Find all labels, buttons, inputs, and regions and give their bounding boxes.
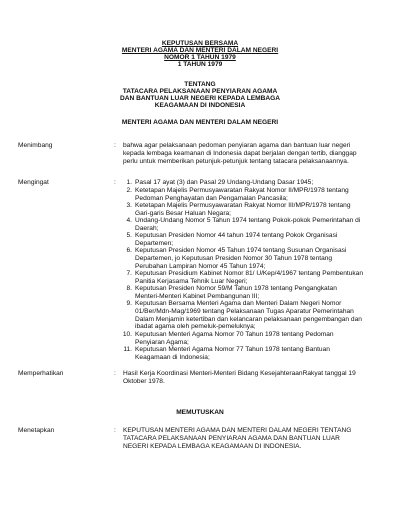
item-line: Departemen; bbox=[135, 239, 174, 247]
menetapkan-line: NEGERI KEPADA LEMBAGA KEAGAMAAN DI INDONESIA. bbox=[123, 442, 302, 450]
item-number: 1. bbox=[126, 179, 132, 186]
item-line: Keputusan Presiden Nomor 59/M Tahun 1978 tentang Pengangkatan bbox=[135, 285, 337, 292]
subject-line-3: KEAGAMAAN DI INDONESIA bbox=[154, 102, 246, 109]
memperhatikan-text bbox=[123, 370, 385, 386]
mengingat-label: Mengingat bbox=[18, 179, 49, 186]
item-number: 8. bbox=[126, 285, 132, 292]
memperhatikan-label: Memperhatikan bbox=[18, 370, 64, 377]
item-number: 2. bbox=[126, 187, 132, 194]
item-line: Pasal 17 ayat (3) dan Pasal 29 Undang-Undang Dasar 1945; bbox=[135, 179, 314, 186]
item-line: Penyiaran Agama; bbox=[135, 338, 189, 346]
item-line: Keputusan Presiden Nomor 45 Tahun 1974 tentang Susunan Organisasi bbox=[135, 247, 347, 254]
item-number: 9. bbox=[126, 300, 132, 307]
item-line: 01/Ber/Mdn-Mag/1969 tentang Pelaksanaan Tugas Aparatur Pemerintahan bbox=[135, 307, 354, 315]
menimbang-line: perlu untuk memberikan petunjuk-petunjuk tentang tatacara pelaksanaannya. bbox=[123, 157, 349, 165]
ministers-heading: MENTERI AGAMA DAN MENTERI DALAM NEGERI bbox=[121, 119, 279, 126]
item-line: Dalam Menjamin ketertiban dan kelancaran pelaksanaan pengembangan dan bbox=[135, 315, 362, 323]
memperhatikan-colon: : bbox=[114, 370, 116, 377]
item-line: Keputusan Presidium Kabinet Nomor 81/ U/Kep/4/1967 tentang Pembentukan bbox=[135, 270, 363, 277]
decree-number-2: 1 TAHUN 1979 bbox=[177, 61, 223, 68]
mengingat-colon: : bbox=[114, 179, 116, 186]
menimbang-label: Menimbang bbox=[18, 142, 53, 149]
decree-title: KEPUTUSAN BERSAMA bbox=[161, 40, 239, 47]
tentang-heading: TENTANG bbox=[184, 81, 216, 88]
item-line: Pedoman Penghayatan dan Pengamalan Pancasila; bbox=[135, 194, 288, 202]
item-line: Keputusan Menteri Agama Nomor 77 Tahun 1978 tentang Bantuan bbox=[135, 346, 330, 353]
item-line: Gari-garis Besar Haluan Negara; bbox=[135, 209, 232, 217]
decree-issuers: MENTERI AGAMA DAN MENTERI DALAM NEGERI bbox=[121, 47, 279, 54]
decree-number-1: NOMOR 1 TAHUN 1979 bbox=[164, 54, 236, 61]
item-line: Ketetapan Majelis Permusyawaratan Rakyat Nomor II/MPR/1978 tentang bbox=[135, 187, 349, 194]
item-line: Perubahan Lampiran Nomor 45 Tahun 1974; bbox=[135, 262, 266, 270]
menetapkan-colon: : bbox=[114, 427, 116, 434]
menetapkan-line: TATACARA PELAKSANAAN PENYIARAN AGAMA DAN BANTUAN LUAR bbox=[123, 434, 340, 442]
item-line: Keagamaan di Indonesia; bbox=[135, 353, 210, 361]
item-line: Panitia Kerjasama Tehnik Luar Negeri; bbox=[135, 277, 248, 285]
menetapkan-text bbox=[123, 427, 385, 450]
item-number: 5. bbox=[126, 232, 132, 239]
memperhatikan-line: Hasil Kerja Koordinasi Menteri-Menteri Bidang KesejahteraanRakyat tanggal 19 bbox=[123, 370, 356, 377]
menetapkan-label: Menetapkan bbox=[18, 427, 55, 434]
item-line: ibadat agama oleh pemeluk-pemeluknya; bbox=[135, 323, 256, 331]
menimbang-line: bahwa agar pelaksanaan pedoman penyiaran agama dan bantuan luar negeri bbox=[123, 142, 351, 149]
subject-line-2: DAN BANTUAN LUAR NEGERI KEPADA LEMBAGA bbox=[119, 95, 281, 102]
item-line: Daerah; bbox=[135, 224, 159, 232]
item-number: 10. bbox=[122, 331, 132, 338]
item-line: Keputusan Presiden Nomor 44 tahun 1974 tentang Pokok Organisasi bbox=[135, 232, 338, 239]
menimbang-line: kepada lembaga keamanan di Indonesia dapat berjalan dengan tertib, dianggap bbox=[123, 149, 357, 157]
menetapkan-line: KEPUTUSAN MENTERI AGAMA DAN MENTERI DALAM NEGERI TENTANG bbox=[123, 427, 352, 434]
item-line: Departemen, jo Keputusan Presiden Nomor 30 Tahun 1978 tentang bbox=[135, 254, 333, 262]
item-number: 4. bbox=[126, 217, 132, 224]
item-line: Keputusan Menteri Agama Nomor 70 Tahun 1978 tentang Pedoman bbox=[135, 331, 334, 338]
memperhatikan-line: Oktober 1978. bbox=[123, 377, 165, 385]
item-number: 7. bbox=[126, 270, 132, 277]
menimbang-colon: : bbox=[114, 142, 116, 149]
item-line: Undang-Undang Nomor 5 Tahun 1974 tentang Pokok-pokok Pemerintahan di bbox=[135, 217, 361, 224]
item-line: Menteri-Menteri Kabinet Pembangunan III; bbox=[135, 292, 260, 300]
item-number: 3. bbox=[126, 202, 132, 209]
item-line: Keputusan Bersama Menteri Agama dan Menteri Dalam Negeri Nomor bbox=[135, 300, 342, 307]
subject-line-1: TATACARA PELAKSANAAN PENYIARAN AGAMA bbox=[122, 88, 278, 95]
item-line: Ketetapan Majelis Permusyawaratan Rakyat Nomor III/MPR/1978 tentang bbox=[135, 202, 351, 209]
item-number: 6. bbox=[126, 247, 132, 254]
memutuskan-heading: MEMUTUSKAN bbox=[176, 409, 224, 416]
item-number: 11. bbox=[123, 346, 132, 353]
menimbang-text bbox=[123, 142, 385, 165]
